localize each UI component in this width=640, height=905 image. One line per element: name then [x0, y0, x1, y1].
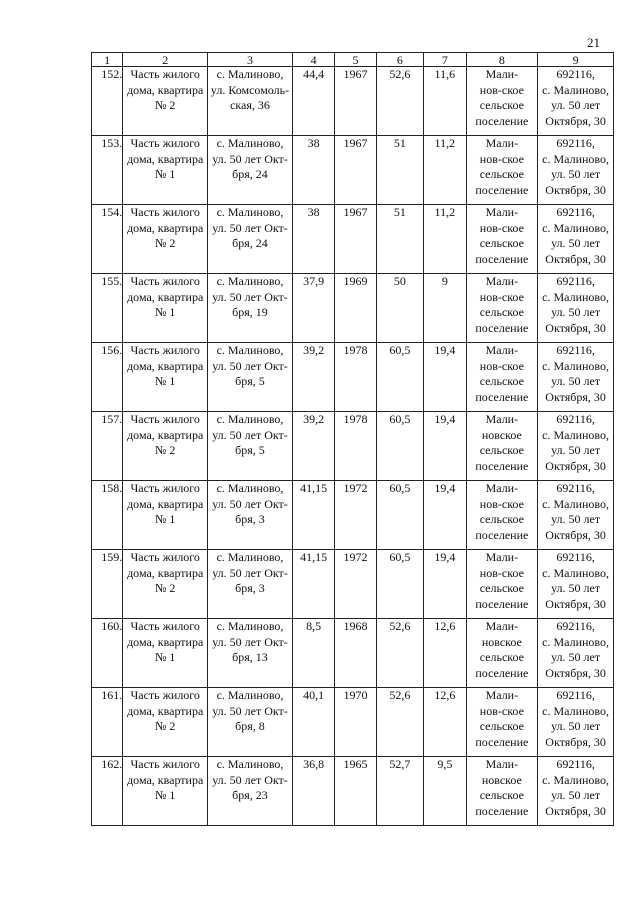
- settlement-cell: Мали- новское сельское поселение: [466, 757, 538, 826]
- column-header: 9: [538, 53, 614, 67]
- row-number-cell: 154.: [92, 205, 123, 274]
- location-cell: с. Малиново, ул. Комсомоль- ская, 36: [208, 67, 293, 136]
- area-cell: 39,2: [292, 412, 334, 481]
- column-6-value-cell: 50: [376, 274, 423, 343]
- row-number-cell: 152.: [92, 67, 123, 136]
- object-name-cell: Часть жилого дома, квартира № 1: [123, 757, 208, 826]
- table-row: [92, 136, 614, 205]
- column-6-value-cell: 60,5: [376, 412, 423, 481]
- row-number-cell: 160.: [92, 619, 123, 688]
- location-cell: с. Малиново, ул. 50 лет Окт- бря, 23: [208, 757, 293, 826]
- location-cell: с. Малиново, ул. 50 лет Окт- бря, 5: [208, 412, 293, 481]
- object-name-cell: Часть жилого дома, квартира № 2: [123, 688, 208, 757]
- area-cell: 40,1: [292, 688, 334, 757]
- column-header: 7: [424, 53, 466, 67]
- address-cell: 692116, с. Малиново, ул. 50 лет Октября, 30: [538, 274, 614, 343]
- settlement-cell: Мали- нов-ское сельское поселение: [466, 550, 538, 619]
- settlement-cell: Мали- нов-ское сельское поселение: [466, 343, 538, 412]
- settlement-cell: Мали- нов-ское сельское поселение: [466, 67, 538, 136]
- column-6-value-cell: 60,5: [376, 481, 423, 550]
- row-number-cell: 157.: [92, 412, 123, 481]
- year-cell: 1969: [335, 274, 376, 343]
- location-cell: с. Малиново, ул. 50 лет Окт- бря, 8: [208, 688, 293, 757]
- table-row: [92, 550, 614, 619]
- column-7-value-cell: 12,6: [424, 688, 466, 757]
- column-7-value-cell: 11,2: [424, 136, 466, 205]
- location-cell: с. Малиново, ул. 50 лет Окт- бря, 19: [208, 274, 293, 343]
- table-row: [92, 67, 614, 136]
- location-cell: с. Малиново, ул. 50 лет Окт- бря, 24: [208, 205, 293, 274]
- year-cell: 1967: [335, 67, 376, 136]
- address-cell: 692116, с. Малиново, ул. 50 лет Октября, 30: [538, 136, 614, 205]
- property-register-table: [91, 52, 614, 826]
- year-cell: 1967: [335, 136, 376, 205]
- location-cell: с. Малиново, ул. 50 лет Окт- бря, 3: [208, 550, 293, 619]
- row-number-cell: 161.: [92, 688, 123, 757]
- area-cell: 39,2: [292, 343, 334, 412]
- column-6-value-cell: 51: [376, 136, 423, 205]
- column-7-value-cell: 9,5: [424, 757, 466, 826]
- table-row: [92, 343, 614, 412]
- location-cell: с. Малиново, ул. 50 лет Окт- бря, 24: [208, 136, 293, 205]
- row-number-cell: 156.: [92, 343, 123, 412]
- year-cell: 1978: [335, 343, 376, 412]
- object-name-cell: Часть жилого дома, квартира № 1: [123, 343, 208, 412]
- column-header: 6: [376, 53, 423, 67]
- location-cell: с. Малиново, ул. 50 лет Окт- бря, 3: [208, 481, 293, 550]
- column-header: 5: [335, 53, 376, 67]
- area-cell: 41,15: [292, 550, 334, 619]
- object-name-cell: Часть жилого дома, квартира № 2: [123, 67, 208, 136]
- settlement-cell: Мали- нов-ское сельское поселение: [466, 481, 538, 550]
- column-6-value-cell: 60,5: [376, 550, 423, 619]
- table-row: [92, 481, 614, 550]
- row-number-cell: 159.: [92, 550, 123, 619]
- column-7-value-cell: 19,4: [424, 343, 466, 412]
- table-row: [92, 205, 614, 274]
- column-number-header-row: [92, 53, 614, 67]
- area-cell: 41,15: [292, 481, 334, 550]
- column-7-value-cell: 19,4: [424, 481, 466, 550]
- column-7-value-cell: 19,4: [424, 550, 466, 619]
- address-cell: 692116, с. Малиново, ул. 50 лет Октября, 30: [538, 688, 614, 757]
- area-cell: 44,4: [292, 67, 334, 136]
- settlement-cell: Мали- нов-ское сельское поселение: [466, 136, 538, 205]
- object-name-cell: Часть жилого дома, квартира № 1: [123, 136, 208, 205]
- column-7-value-cell: 19,4: [424, 412, 466, 481]
- row-number-cell: 162.: [92, 757, 123, 826]
- table-body: [92, 67, 614, 826]
- address-cell: 692116, с. Малиново, ул. 50 лет Октября, 30: [538, 550, 614, 619]
- table-row: [92, 619, 614, 688]
- address-cell: 692116, с. Малиново, ул. 50 лет Октября, 30: [538, 757, 614, 826]
- column-7-value-cell: 12,6: [424, 619, 466, 688]
- column-header: 4: [292, 53, 334, 67]
- address-cell: 692116, с. Малиново, ул. 50 лет Октября, 30: [538, 67, 614, 136]
- address-cell: 692116, с. Малиново, ул. 50 лет Октября, 30: [538, 205, 614, 274]
- year-cell: 1968: [335, 619, 376, 688]
- year-cell: 1970: [335, 688, 376, 757]
- area-cell: 37,9: [292, 274, 334, 343]
- address-cell: 692116, с. Малиново, ул. 50 лет Октября, 30: [538, 343, 614, 412]
- area-cell: 36,8: [292, 757, 334, 826]
- row-number-cell: 153.: [92, 136, 123, 205]
- column-6-value-cell: 52,7: [376, 757, 423, 826]
- location-cell: с. Малиново, ул. 50 лет Окт- бря, 13: [208, 619, 293, 688]
- row-number-cell: 158.: [92, 481, 123, 550]
- area-cell: 38: [292, 205, 334, 274]
- object-name-cell: Часть жилого дома, квартира № 1: [123, 274, 208, 343]
- table-row: [92, 757, 614, 826]
- settlement-cell: Мали- новское сельское поселение: [466, 619, 538, 688]
- area-cell: 8,5: [292, 619, 334, 688]
- column-header: 8: [466, 53, 538, 67]
- object-name-cell: Часть жилого дома, квартира № 2: [123, 412, 208, 481]
- table-row: [92, 688, 614, 757]
- column-6-value-cell: 52,6: [376, 688, 423, 757]
- column-header: 2: [123, 53, 208, 67]
- year-cell: 1967: [335, 205, 376, 274]
- year-cell: 1965: [335, 757, 376, 826]
- year-cell: 1972: [335, 550, 376, 619]
- column-header: 3: [208, 53, 293, 67]
- page-number: 21: [587, 35, 600, 50]
- year-cell: 1978: [335, 412, 376, 481]
- settlement-cell: Мали- нов-ское сельское поселение: [466, 274, 538, 343]
- column-6-value-cell: 51: [376, 205, 423, 274]
- address-cell: 692116, с. Малиново, ул. 50 лет Октября, 30: [538, 619, 614, 688]
- column-6-value-cell: 52,6: [376, 67, 423, 136]
- column-6-value-cell: 60,5: [376, 343, 423, 412]
- column-7-value-cell: 11,2: [424, 205, 466, 274]
- settlement-cell: Мали- нов-ское сельское поселение: [466, 688, 538, 757]
- column-7-value-cell: 9: [424, 274, 466, 343]
- object-name-cell: Часть жилого дома, квартира № 1: [123, 619, 208, 688]
- column-header: 1: [92, 53, 123, 67]
- settlement-cell: Мали- нов-ское сельское поселение: [466, 205, 538, 274]
- table-row: [92, 274, 614, 343]
- address-cell: 692116, с. Малиново, ул. 50 лет Октября, 30: [538, 412, 614, 481]
- object-name-cell: Часть жилого дома, квартира № 1: [123, 481, 208, 550]
- row-number-cell: 155.: [92, 274, 123, 343]
- object-name-cell: Часть жилого дома, квартира № 2: [123, 550, 208, 619]
- table-row: [92, 412, 614, 481]
- column-7-value-cell: 11,6: [424, 67, 466, 136]
- column-6-value-cell: 52,6: [376, 619, 423, 688]
- address-cell: 692116, с. Малиново, ул. 50 лет Октября, 30: [538, 481, 614, 550]
- location-cell: с. Малиново, ул. 50 лет Окт- бря, 5: [208, 343, 293, 412]
- settlement-cell: Мали- новское сельское поселение: [466, 412, 538, 481]
- object-name-cell: Часть жилого дома, квартира № 2: [123, 205, 208, 274]
- area-cell: 38: [292, 136, 334, 205]
- year-cell: 1972: [335, 481, 376, 550]
